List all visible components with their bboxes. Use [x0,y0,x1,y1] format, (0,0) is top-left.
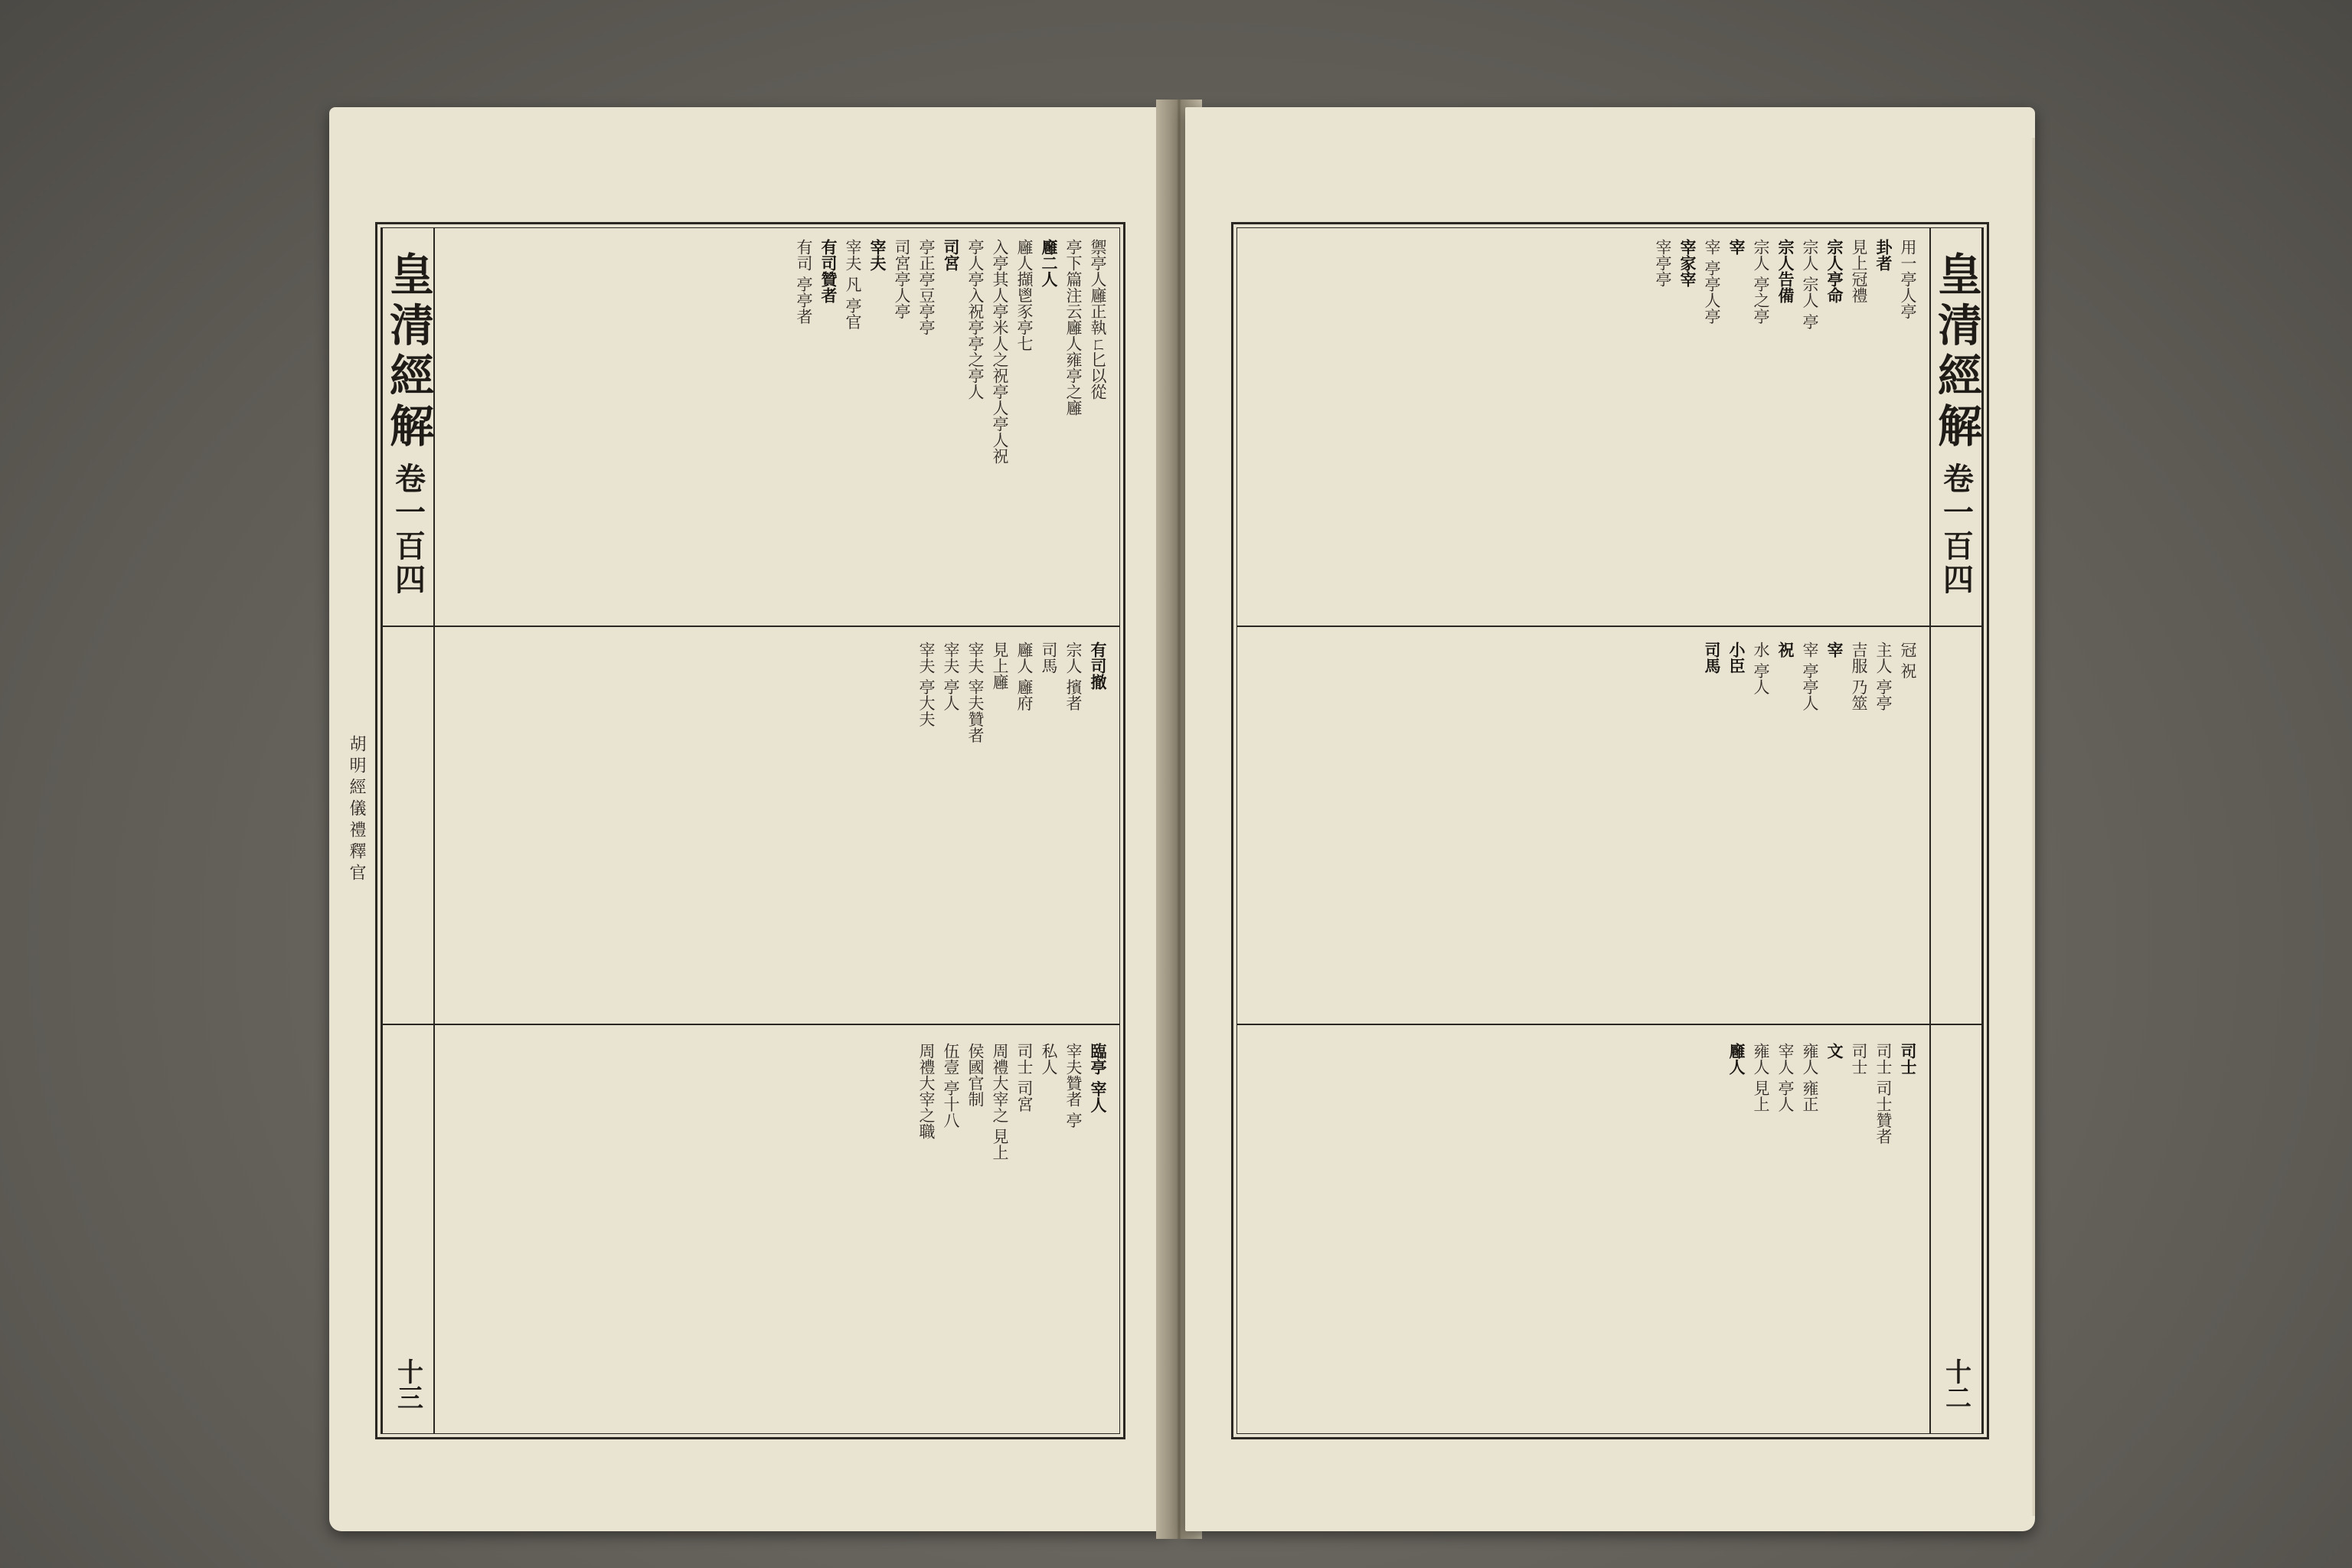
left-footer-note: 胡明經儀禮釋官 [347,735,366,885]
text-column: 宗人亭命 [1825,239,1844,303]
text-column: 亭人亭入祝亭亭之亭人 [966,239,985,400]
text-column: 廱人 [1727,1042,1746,1075]
text-column: 宰夫 亭大夫 [917,641,936,727]
text-column: 私人 [1040,1042,1058,1075]
right-bottom-band [1240,1032,1926,1429]
text-column: 入亭其人亭米人之祝亭人亭人祝 [991,239,1009,464]
text-column: 宰人 亭人 [1776,1042,1795,1112]
left-top-band [438,228,1116,626]
text-column: 司士 [1899,1042,1918,1075]
text-column: 廱人擷鬯豕亭七 [1015,239,1034,351]
left-page-inner-frame [381,227,1120,1434]
left-book-title: 皇清經解 [382,251,434,453]
text-column: 雍人 見上 [1752,1042,1770,1112]
text-column: 宰 [1727,239,1746,255]
text-column: 祝 [1776,641,1795,658]
right-band-divider-1 [1237,626,1983,627]
text-column: 亭正亭豆亭亭 [917,239,936,335]
left-bottom-band [438,1032,1116,1429]
text-column: 宗人 擯者 [1064,641,1083,711]
text-column: 亭下篇注云廱人雍亭之廱 [1064,239,1083,416]
text-column: 宰夫 宰夫贊者 [966,641,985,743]
text-column: 文 [1825,1042,1844,1059]
right-book-title: 皇清經解 [1930,251,1982,453]
text-column: 宰家宰 [1678,239,1697,287]
text-column: 有司撤 [1089,641,1108,690]
left-middle-band [438,631,1116,1028]
right-volume-number: 卷一百四 [1938,462,1975,597]
text-column: 小臣 [1727,641,1746,674]
text-column: 吉服 乃筮 [1850,641,1868,711]
text-column: 司馬 [1703,641,1722,674]
right-header-column [1929,228,1983,1433]
text-column: 宰 亭亭人亭 [1703,239,1721,325]
left-volume-number: 卷一百四 [390,462,426,597]
left-band-divider-1 [381,626,1119,627]
text-column: 有司贊者 [819,239,838,303]
text-column: 宰夫 亭人 [942,641,960,711]
right-page-frame [1231,222,1989,1439]
text-column: 司士 司士贊者 [1874,1042,1893,1145]
text-column: 宰夫贊者 亭 [1064,1042,1083,1129]
text-column: 廱二人 [1040,239,1059,287]
right-middle-band [1240,631,1926,1028]
text-column: 見上冠禮 [1850,239,1868,303]
right-top-band [1240,228,1926,626]
right-page [1185,107,2035,1531]
left-folio: 十三 [392,1358,423,1410]
right-folio: 十二 [1940,1358,1971,1410]
text-column: 司馬 [1040,641,1058,674]
text-column: 宰亭亭 [1654,239,1672,287]
text-column: 主人 亭亭 [1874,641,1893,711]
text-column: 宗人告備 [1776,239,1795,303]
text-column: 周禮大宰之 見上 [991,1042,1009,1161]
text-column: 廱人 廱府 [1015,641,1034,711]
text-column: 宰夫 [868,239,887,271]
text-column: 禦亭人廱正執ㄈ匕以從 [1089,239,1107,400]
text-column: 水 亭人 [1752,641,1770,695]
text-column: 宗人 宗人 亭 [1801,239,1819,330]
text-column: 卦者 [1874,239,1893,271]
text-column: 用一亭人亭 [1899,239,1917,319]
text-column: 有司 亭亭者 [795,239,813,325]
text-column: 宗人 亭之亭 [1752,239,1770,325]
left-header-column [381,228,435,1433]
text-column: 司士 司宮 [1015,1042,1034,1112]
text-column: 宰 亭亭人 [1801,641,1819,711]
left-page-frame [375,222,1125,1439]
text-column: 伍壹 亭十八 [942,1042,960,1129]
text-column: 司士 [1850,1042,1868,1075]
right-page-inner-frame [1236,227,1984,1434]
text-column: 冠 祝 [1899,641,1917,679]
text-column: 司宮亭人亭 [893,239,911,319]
left-page [329,107,1171,1531]
text-column: 臨亭 宰人 [1089,1042,1108,1113]
text-column: 雍人 雍正 [1801,1042,1819,1112]
open-book [306,92,2052,1547]
text-column: 宰 [1825,641,1844,658]
text-column: 司宮 [942,239,961,271]
page-edge-stack [2032,138,2035,1516]
text-column: 見上廱 [991,641,1009,690]
text-column: 侯國官制 [966,1042,985,1107]
text-column: 周禮大宰之職 [917,1042,936,1139]
text-column: 宰夫 凡 亭官 [844,239,862,330]
